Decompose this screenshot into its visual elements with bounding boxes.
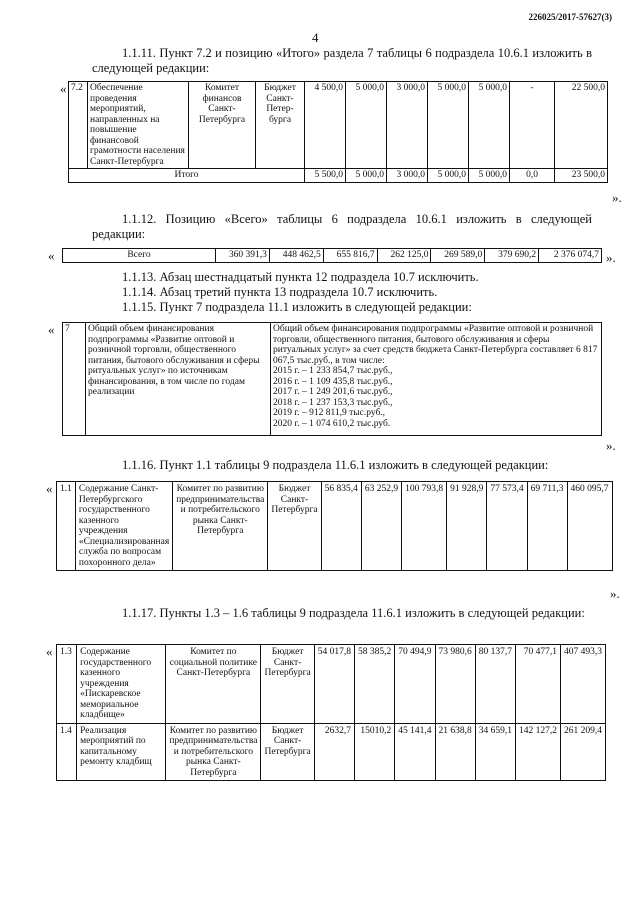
- cell-2016: 5 000,0: [346, 82, 387, 169]
- table-row: [63, 249, 602, 263]
- cell-2019: 80 137,7: [475, 645, 515, 724]
- cell-2018: 21 638,8: [435, 723, 475, 781]
- cell-executor: Комитет финансов Санкт-Петербурга: [189, 82, 256, 169]
- cell-num: 1.4: [57, 723, 77, 781]
- quote-close: ».: [612, 190, 622, 205]
- cell-2016: 58 385,2: [355, 645, 395, 724]
- table-row: [57, 723, 606, 781]
- cell-total: 2 376 074,7: [539, 249, 602, 263]
- cell-num: 1.3: [57, 645, 77, 724]
- cell-name: Обеспечение проведения мероприятий, направленных на повышение финансовой грамотности населения Санкт-Петербурга: [88, 82, 189, 169]
- table-row: [69, 82, 608, 169]
- paragraph-1-1-17: 1.1.17. Пункты 1.3 – 1.6 таблицы 9 подраздела 11.6.1 изложить в следующей редакции:: [122, 606, 585, 620]
- cell-2020: 142 127,2: [516, 723, 561, 781]
- table-7-2: [68, 81, 608, 183]
- table-subprogram-7: [62, 322, 602, 436]
- quote-close: ».: [610, 586, 620, 601]
- cell-total-sum: 23 500,0: [555, 169, 608, 183]
- cell-total-2018: 5 000,0: [428, 169, 469, 183]
- cell-total: 261 209,4: [561, 723, 606, 781]
- cell-total: 22 500,0: [555, 82, 608, 169]
- cell-2015: 2632,7: [314, 723, 354, 781]
- cell-2018: 73 980,6: [435, 645, 475, 724]
- cell-source: Бюджет Санкт-Петербурга: [268, 482, 321, 571]
- cell-executor: Комитет по социальной политике Санкт-Петербурга: [166, 645, 261, 724]
- funding-year: 2019 г. – 912 811,9 тыс.руб.,: [273, 408, 386, 418]
- cell-2020: 69 711,3: [527, 482, 567, 571]
- cell-total-2017: 3 000,0: [387, 169, 428, 183]
- quote-open: «: [60, 81, 67, 96]
- paragraph-1-1-16: 1.1.16. Пункт 1.1 таблицы 9 подраздела 11.6.1 изложить в следующей редакции:: [122, 458, 549, 472]
- cell-num: 7.2: [69, 82, 88, 169]
- funding-year: 2020 г. – 1 074 610,2 тыс.руб.: [273, 418, 391, 429]
- cell-2018: 91 928,9: [447, 482, 487, 571]
- cell-2019: 5 000,0: [469, 82, 510, 169]
- quote-open: «: [46, 644, 53, 659]
- cell-name: Содержание государственного казенного учреждения «Пискаревское мемориальное кладбище»: [77, 645, 166, 724]
- cell-2017: 45 141,4: [395, 723, 435, 781]
- quote-open: «: [48, 322, 55, 337]
- cell-2018: 262 125,0: [377, 249, 431, 263]
- table-row: [57, 482, 613, 571]
- funding-year: 2016 г. – 1 109 435,8 тыс.руб.,: [273, 376, 393, 387]
- quote-open: «: [46, 481, 53, 496]
- cell-2017: 655 816,7: [323, 249, 377, 263]
- paragraph-1-1-14: 1.1.14. Абзац третий пункта 13 подраздела 10.7 исключить.: [122, 285, 438, 299]
- cell-total-2019: 5 000,0: [469, 169, 510, 183]
- table-1-1: [56, 481, 613, 571]
- quote-close: ».: [606, 250, 616, 265]
- cell-name: Содержание Санкт-Петербургского государственного казенного учреждения «Специализированная служба по вопросам похоронного дела»: [75, 482, 172, 571]
- cell-2015: 56 835,4: [321, 482, 361, 571]
- cell-total: 460 095,7: [567, 482, 612, 571]
- cell-executor: Комитет по развитию предпринимательства и потребительского рынка Санкт-Петербурга: [173, 482, 268, 571]
- cell-source: Бюджет Санкт-Петербурга: [261, 645, 314, 724]
- cell-2015: 4 500,0: [305, 82, 346, 169]
- cell-2016: 15010,2: [355, 723, 395, 781]
- table-1-3-1-6: [56, 644, 606, 781]
- cell-2015: 54 017,8: [314, 645, 354, 724]
- cell-2020: 70 477,1: [516, 645, 561, 724]
- cell-total-2020: 0,0: [510, 169, 555, 183]
- cell-total-2015: 5 500,0: [305, 169, 346, 183]
- cell-total-label: Итого: [69, 169, 305, 183]
- table-row: [63, 323, 602, 436]
- quote-close: ».: [606, 438, 616, 453]
- cell-num: 1.1: [57, 482, 76, 571]
- paragraph-1-1-15: 1.1.15. Пункт 7 подраздела 11.1 изложить в следующей редакции:: [122, 300, 472, 314]
- paragraph-1-1-13: 1.1.13. Абзац шестнадцатый пункта 12 подраздела 10.7 исключить.: [122, 270, 479, 284]
- cell-executor: Комитет по развитию предпринимательства и потребительского рынка Санкт-Петербурга: [166, 723, 261, 781]
- paragraph-1-1-11: 1.1.11. Пункт 7.2 и позицию «Итого» раздела 7 таблицы 6 подраздела 10.6.1 изложить в следующей редакции:: [92, 46, 592, 75]
- cell-right-text: [271, 323, 602, 436]
- paragraph-1-1-12: 1.1.12. Позицию «Всего» таблицы 6 подраздела 10.6.1 изложить в следующей редакции:: [92, 212, 592, 241]
- quote-open: «: [48, 248, 55, 263]
- cell-num: 7: [63, 323, 86, 436]
- cell-name: Реализация мероприятий по капитальному ремонту кладбищ: [77, 723, 166, 781]
- document-id: 226025/2017-57627(3): [528, 12, 612, 22]
- funding-intro: Общий объем финансирования подпрограммы «Развитие оптовой и розничной торговли, общественного питания, бытового обслуживания и сферы ритуальных услуг» за счет средств бюджета Санкт-Петербурга составляет 6 817 067,5 тыс.руб., в том числе:: [273, 324, 598, 366]
- table-row-total: [69, 169, 608, 183]
- cell-total: 407 493,3: [561, 645, 606, 724]
- cell-2016: 63 252,9: [361, 482, 401, 571]
- funding-year: 2018 г. – 1 237 153,3 тыс.руб.,: [273, 397, 393, 408]
- cell-2016: 448 462,5: [269, 249, 323, 263]
- cell-2017: 100 793,8: [402, 482, 447, 571]
- table-total-all: [62, 248, 602, 263]
- table-row: [57, 645, 606, 724]
- cell-2018: 5 000,0: [428, 82, 469, 169]
- funding-year: 2015 г. – 1 233 854,7 тыс.руб.,: [273, 366, 393, 376]
- cell-2015: 360 391,3: [216, 249, 270, 263]
- cell-left-text: Общий объем финансирования подпрограммы «Развитие оптовой и розничной торговли, общественного питания, бытового обслуживания и сферы ритуальных услуг» по источникам финансирования, в том числе по годам реализации: [86, 323, 271, 436]
- cell-2020: 379 690,2: [485, 249, 539, 263]
- funding-year: 2017 г. – 1 249 201,6 тыс.руб.,: [273, 387, 393, 397]
- cell-source: Бюджет Санкт-Петер-бурга: [256, 82, 305, 169]
- cell-2019: 77 573,4: [487, 482, 527, 571]
- cell-2020: -: [510, 82, 555, 169]
- cell-2017: 70 494,9: [395, 645, 435, 724]
- cell-source: Бюджет Санкт-Петербурга: [261, 723, 314, 781]
- cell-label: Всего: [63, 249, 216, 263]
- cell-total-2016: 5 000,0: [346, 169, 387, 183]
- cell-2017: 3 000,0: [387, 82, 428, 169]
- cell-2019: 269 589,0: [431, 249, 485, 263]
- page-number: 4: [312, 30, 319, 45]
- cell-2019: 34 659,1: [475, 723, 515, 781]
